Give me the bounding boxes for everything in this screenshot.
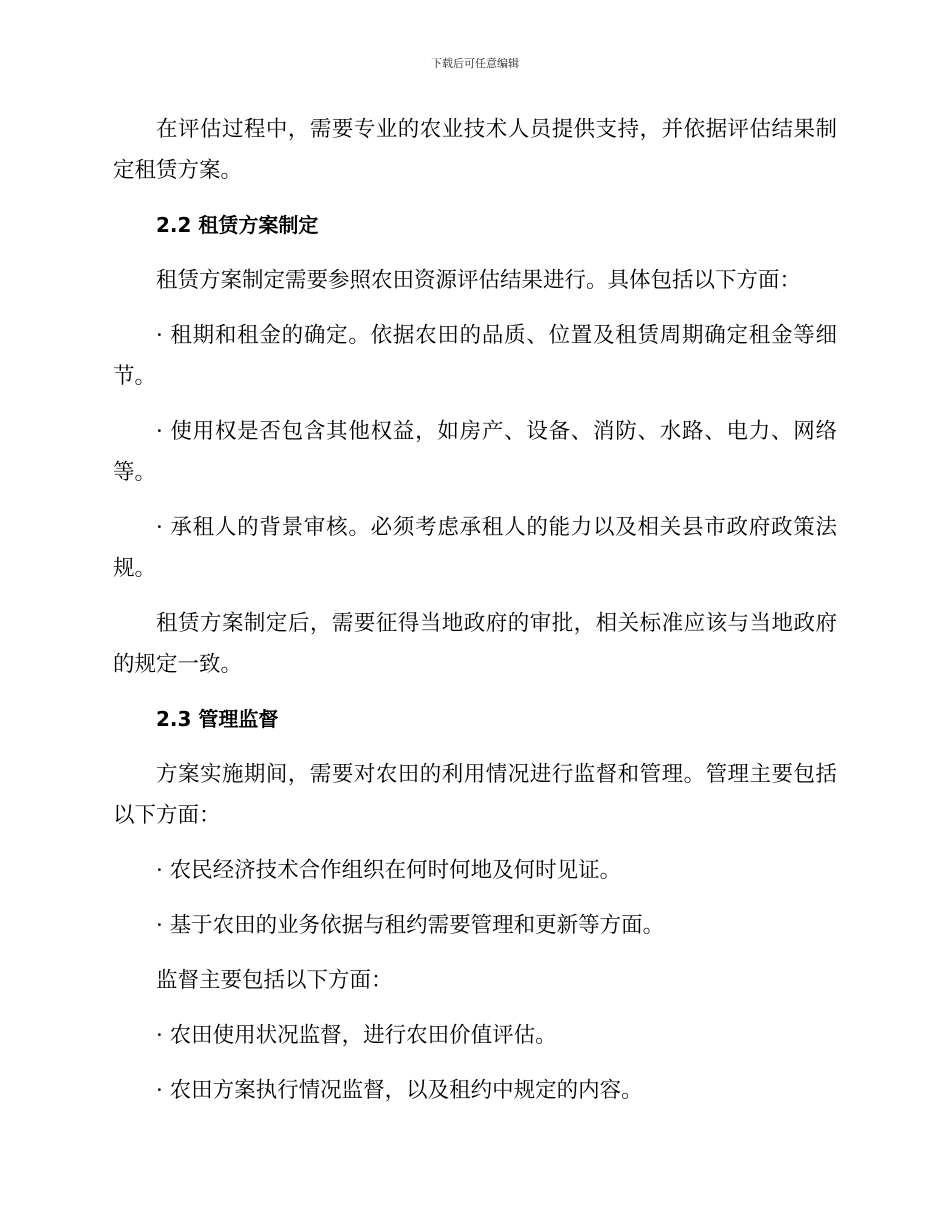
paragraph-management-intro: 方案实施期间，需要对农田的利用情况进行监督和管理。管理主要包括以下方面： xyxy=(113,762,837,828)
paragraph-lease-plan-intro: 租赁方案制定需要参照农田资源评估结果进行。具体包括以下方面： xyxy=(156,268,802,293)
paragraph-government-approval: 租赁方案制定后，需要征得当地政府的审批，相关标准应该与当地政府的规定一致。 xyxy=(113,611,837,677)
bullet-usage-rights: · 使用权是否包含其他权益，如房产、设备、消防、水路、电力、网络等。 xyxy=(113,419,837,485)
bullet-cooperative-witness: · 农民经济技术合作组织在何时何地及何时见证。 xyxy=(156,858,622,883)
bullet-lease-term-rent: · 租期和租金的确定。依据农田的品质、位置及租赁周期确定租金等细节。 xyxy=(113,323,837,389)
bullet-plan-execution: · 农田方案执行情况监督，以及租约中规定的内容。 xyxy=(156,1078,643,1103)
bullet-business-basis: · 基于农田的业务依据与租约需要管理和更新等方面。 xyxy=(156,913,665,938)
paragraph-supervision-intro: 监督主要包括以下方面： xyxy=(156,968,393,993)
section-heading-2-2: 2.2 租赁方案制定 xyxy=(156,213,319,237)
bullet-tenant-review: · 承租人的背景审核。必须考虑承租人的能力以及相关县市政府政策法规。 xyxy=(113,515,837,581)
paragraph-evaluation-support: 在评估过程中，需要专业的农业技术人员提供支持，并依据评估结果制定租赁方案。 xyxy=(113,117,837,183)
section-heading-2-3: 2.3 管理监督 xyxy=(156,707,279,731)
document-body xyxy=(113,109,837,1125)
bullet-usage-supervision: · 农田使用状况监督，进行农田价值评估。 xyxy=(156,1023,557,1048)
header-note: 下载后可任意编辑 xyxy=(431,57,519,70)
